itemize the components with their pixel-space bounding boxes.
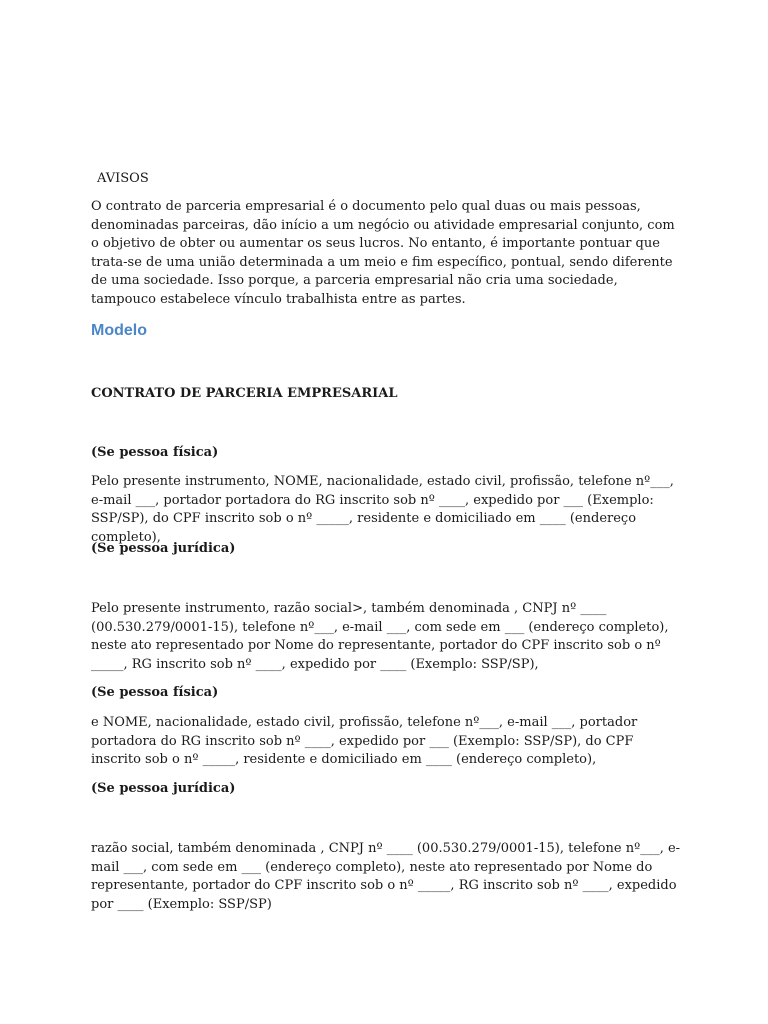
intro-paragraph: O contrato de parceria empresarial é o documento pelo qual duas ou mais pessoas, denominadas parceiras, dão início a um negócio ou atividade empresarial conjunto, com o objetivo de obter ou aumentar os seus lucros. No entanto, é importante pontuar que trata-se de uma união determinada a um meio e fim específico, pontual, sendo diferente de uma sociedade. Isso porque, a parceria empresarial não cria uma sociedade, tampouco estabelece vínculo trabalhista entre as partes.: [91, 199, 675, 307]
avisos-label: AVISOS: [97, 171, 149, 186]
section-body-pessoa-juridica-1: Pelo presente instrumento, razão social>, também denominada , CNPJ nº ____ (00.530.279/0001-15), telefone nº___, e-mail ___, com sede em ___ (endereço completo), neste ato representado por Nome do representante, portador do CPF inscrito sob o nº _____, RG inscrito sob nº ____, expedido por ____ (Exemplo: SSP/SP),: [91, 601, 669, 672]
section-heading-pessoa-juridica-1: (Se pessoa jurídica): [91, 541, 236, 556]
section-heading-pessoa-fisica-1: (Se pessoa física): [91, 445, 219, 460]
section-heading-pessoa-juridica-2: (Se pessoa jurídica): [91, 781, 236, 796]
contract-title: CONTRATO DE PARCERIA EMPRESARIAL: [91, 386, 398, 401]
section-heading-pessoa-fisica-2: (Se pessoa física): [91, 685, 219, 700]
section-body-pessoa-fisica-2: e NOME, nacionalidade, estado civil, profissão, telefone nº___, e-mail ___, portador portadora do RG inscrito sob nº ____, expedido por ___ (Exemplo: SSP/SP), do CPF inscrito sob o nº _____, residente e domiciliado em ____ (endereço completo),: [91, 715, 638, 767]
section-body-pessoa-fisica-1: Pelo presente instrumento, NOME, nacionalidade, estado civil, profissão, telefone nº___, e-mail ___, portador portadora do RG inscrito sob nº ____, expedido por ___ (Exemplo: SSP/SP), do CPF inscrito sob o nº _____, residente e domiciliado em ____ (endereço completo),: [91, 474, 674, 545]
section-body-pessoa-juridica-2: razão social, também denominada , CNPJ nº ____ (00.530.279/0001-15), telefone nº___, e-mail ___, com sede em ___ (endereço completo), neste ato representado por Nome do representante, portador do CPF inscrito sob o nº _____, RG inscrito sob nº ____, expedido por ____ (Exemplo: SSP/SP): [91, 841, 681, 912]
model-heading: Modelo: [91, 322, 147, 339]
